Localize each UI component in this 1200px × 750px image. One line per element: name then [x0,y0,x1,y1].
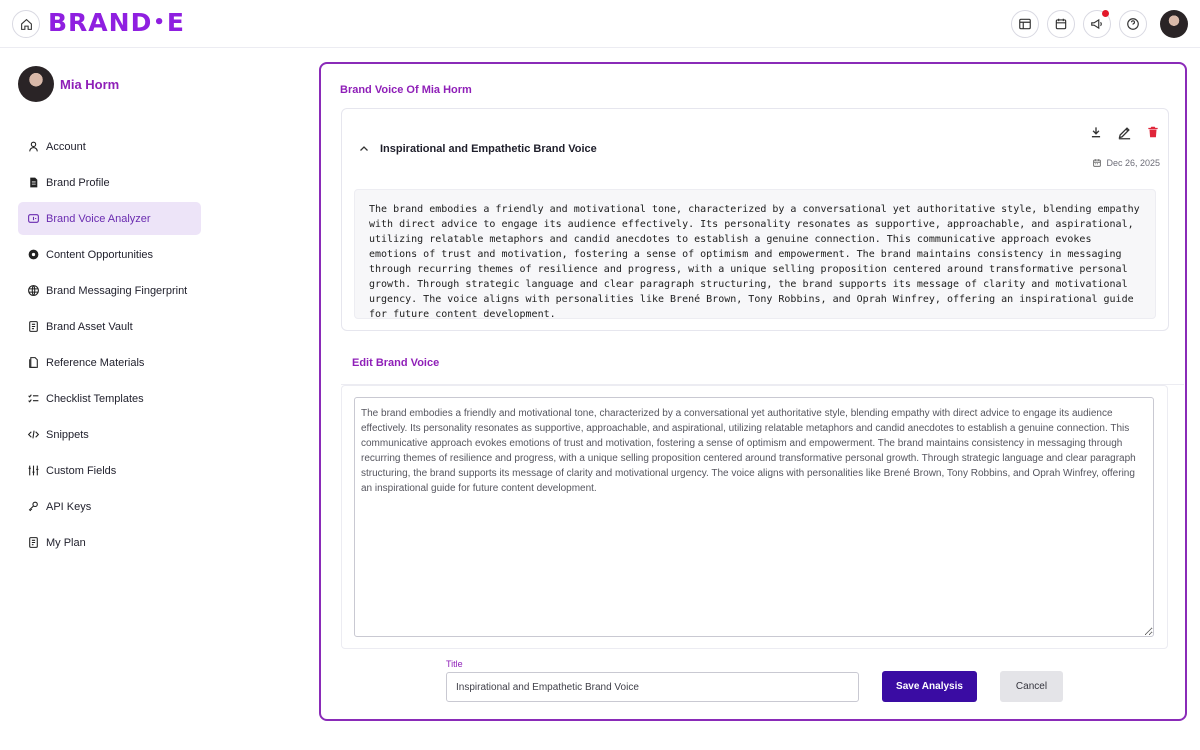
brand-logo-separator: • [153,12,166,33]
edit-button[interactable] [1117,125,1132,145]
sidebar-item-brand-asset-vault[interactable] [18,310,201,343]
page-title: Brand Voice Of Mia Horm [340,84,472,96]
sidebar-item-my-plan[interactable] [18,526,201,559]
checklist-icon [27,392,40,405]
sidebar-item-label: Brand Messaging Fingerprint [46,284,188,297]
title-input[interactable] [446,672,859,702]
edit-brand-voice-card [341,384,1184,648]
sidebar-item-account[interactable] [18,130,201,163]
sidebar-item-reference-materials[interactable] [18,346,201,379]
layout-button[interactable] [1011,10,1039,38]
megaphone-icon [1090,17,1104,31]
top-actions [1011,10,1188,38]
user-avatar[interactable] [1160,10,1188,38]
key-icon [27,500,40,513]
user-icon [27,140,40,153]
sidebar-item-label: Brand Asset Vault [46,320,133,333]
voice-actions [1089,125,1160,145]
sidebar-item-label: Brand Profile [46,176,110,189]
voice-collapse-toggle[interactable] [358,143,597,155]
voice-date [1092,158,1160,168]
home-button[interactable] [12,10,40,38]
voice-date-text: Dec 26, 2025 [1106,158,1160,168]
settings-navigation [18,130,201,562]
sidebar-item-api-keys[interactable] [18,490,201,523]
sidebar-item-custom-fields[interactable] [18,454,201,487]
calendar-icon [1054,17,1068,31]
brand-logo-left: BRAND [48,8,153,37]
sidebar-item-content-opportunities[interactable] [18,238,201,271]
sidebar-item-label: Checklist Templates [46,392,144,405]
sidebar-item-checklist-templates[interactable] [18,382,201,415]
cancel-button[interactable]: Cancel [1000,671,1063,702]
announcements-button[interactable] [1083,10,1111,38]
document-icon [27,176,40,189]
sidebar-item-label: My Plan [46,536,86,549]
brand-voice-panel [319,62,1187,721]
sidebar [0,48,215,750]
help-button[interactable] [1119,10,1147,38]
edit-section-title: Edit Brand Voice [352,357,440,369]
sidebar-item-label: Reference Materials [46,356,145,369]
sidebar-item-brand-profile[interactable] [18,166,201,199]
sidebar-item-brand-voice-analyzer[interactable] [18,202,201,235]
sidebar-item-label: API Keys [46,500,92,513]
delete-button[interactable] [1146,125,1160,145]
sidebar-item-label: Snippets [46,428,89,441]
layout-icon [1018,17,1032,31]
voice-title: Inspirational and Empathetic Brand Voice [380,143,597,155]
sidebar-item-label: Content Opportunities [46,248,154,261]
sidebar-item-brand-messaging-fingerprint[interactable] [18,274,201,307]
file-icon [27,356,40,369]
chevron-up-icon [358,143,370,155]
save-analysis-button[interactable]: Save Analysis [882,671,977,702]
help-icon [1126,17,1140,31]
notification-badge [1102,10,1109,17]
sidebar-avatar [18,66,54,102]
download-icon [1089,125,1103,139]
sliders-icon [27,464,40,477]
sidebar-item-label: Custom Fields [46,464,117,477]
sidebar-item-label: Account [46,140,86,153]
calendar-small-icon [1092,158,1102,168]
download-button[interactable] [1089,125,1103,145]
edit-icon [1117,125,1132,140]
voice-analysis-text: The brand embodies a friendly and motivational tone, characterized by a conversational yet authoritative style, blending empathy with direct advice to engage its audience effectively. Its personality resonates as supportive, approachable, and aspirational, utilizing relatable metaphors and candid anecdotes to establish a genuine connection. This communicative approach evokes emotions of trust and motivation, fostering a sense of optimism and empowerment. The brand maintains consistency in messaging through recurring themes of resilience and progress, with a unique selling proposition centered around transformative personal growth. Through strategic language and clear paragraph structuring, the brand supports its message of clarity and motivational urgency. The voice aligns with personalities like Brené Brown, Tony Robbins, and Oprah Winfrey, offering an inspirational guide for future content development. [354,189,1156,319]
calendar-button[interactable] [1047,10,1075,38]
brand-logo[interactable] [48,9,185,37]
top-bar [0,0,1200,48]
brand-voice-card [341,108,1169,331]
plan-icon [27,536,40,549]
vault-icon [27,320,40,333]
brand-logo-right: E [166,8,185,37]
brand-voice-textarea[interactable] [354,397,1154,637]
title-label: Title [446,659,463,669]
delete-icon [1146,125,1160,139]
globe-icon [27,284,40,297]
sidebar-item-label: Brand Voice Analyzer [46,212,151,225]
code-icon [27,428,40,441]
voice-icon [27,212,40,225]
sidebar-profile [18,66,119,102]
home-icon [20,18,33,31]
target-icon [27,248,40,261]
profile-name: Mia Horm [60,76,120,92]
sidebar-item-snippets[interactable] [18,418,201,451]
